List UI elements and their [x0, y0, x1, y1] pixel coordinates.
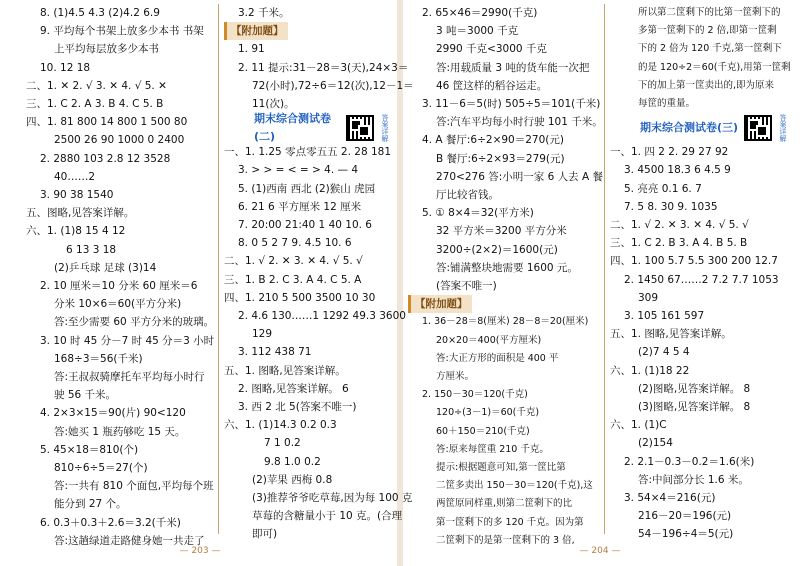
column-1	[26, 4, 216, 550]
answer-line: 五、1. 图略,见答案详解。	[610, 328, 732, 341]
answer-line: 六、1. (1)8 15 4 12	[26, 225, 126, 238]
answer-line: 8. 0 5 2 7 9. 4.5 10. 6	[238, 237, 352, 250]
answer-line: 答:用载质量 3 吨的货车能一次把	[436, 61, 590, 74]
column-divider	[604, 4, 605, 534]
column-4	[610, 4, 792, 544]
answer-line: 2990 千克<3000 千克	[436, 43, 547, 56]
answer-line: 3. 4500 18.3 6 4.5 9	[624, 164, 731, 177]
answer-line: 6 13 3 18	[66, 243, 117, 256]
qr-label: 答案详解	[779, 114, 787, 143]
answer-line: 4. 2×3×15＝90(片) 90<120	[40, 407, 186, 420]
section-heading: 【附加题】	[408, 295, 472, 313]
answer-line: 二筐多卖出 150－30＝120(千克),这	[436, 480, 593, 492]
answer-line: 20×20＝400(平方厘米)	[436, 334, 542, 346]
answer-line: 32 平方米＝3200 平方分米	[436, 225, 567, 238]
section-heading: 【附加题】	[224, 22, 288, 40]
banner-title: 期末综合测试卷(二)	[254, 112, 331, 144]
answer-line: 120÷(3－1)＝60(千克)	[436, 407, 540, 419]
answer-line: 3. 11－6＝5(时) 505÷5＝101(千米)	[422, 98, 601, 111]
answer-line: (3)推荐爷爷吃草莓,因为每 100 克	[252, 492, 413, 505]
answer-line: 即可)	[252, 528, 278, 541]
answer-line: 3.2 千米。	[238, 7, 290, 19]
answer-line: 6. 0.3＋0.3＋2.6＝3.2(千米)	[40, 516, 181, 529]
answer-line: 二筐剩下的是第一筐剩下的 3 倍,	[436, 534, 575, 546]
answer-line: 驶 56 千米。	[54, 389, 117, 402]
answer-line: 四、1. 81 800 14 800 1 500 80	[26, 116, 188, 129]
answer-line: 3. > > = < = > 4. — 4	[238, 164, 359, 177]
answer-line: 答:铺满整块地需要 1600 元。	[436, 261, 578, 274]
answer-line: 三、1. B 2. C 3. A 4. C 5. A	[224, 273, 362, 286]
answer-line: 二、1. ✕ 2. √ 3. ✕ 4. √ 5. ✕	[26, 79, 167, 92]
answer-line: 答:王叔叔骑摩托车平均每小时行	[54, 371, 205, 384]
answer-line: 2. 10 厘米＝10 分米 60 厘米＝6	[40, 280, 198, 293]
answer-line: 1. 91	[238, 43, 265, 56]
answer-line: 54－196÷4＝5(元)	[638, 528, 734, 541]
test-banner	[610, 115, 792, 141]
qr-code-icon	[744, 115, 772, 141]
answer-line: 72(小时),72÷6＝12(次),12－1＝	[252, 79, 414, 92]
answer-line: 5. ① 8×4＝32(平方米)	[422, 207, 534, 220]
page-number: — 203 —	[179, 546, 221, 556]
answer-line: 9. 平均每个书架上放多少本书 书架	[40, 25, 204, 38]
answer-line: 10. 12 18	[40, 61, 91, 74]
answer-line: 下的 2 倍为 120 千克,第一筐剩下	[638, 43, 782, 55]
answer-line: 60＋150＝210(千克)	[436, 425, 530, 437]
answer-line: 2. 2.1－0.3－0.2＝1.6(米)	[624, 455, 755, 468]
answer-line: 4. A 餐厅:6÷2×90＝270(元)	[422, 134, 564, 147]
answer-line: 216－20＝196(元)	[638, 510, 732, 523]
answer-line: 7. 5 8. 30 9. 1035	[624, 200, 718, 213]
answer-line: 六、1. (1)14.3 0.2 0.3	[224, 419, 337, 432]
answer-line: 5. 45×18＝810(个)	[40, 443, 139, 456]
answer-line: (2)乒乓球 足球 (3)14	[54, 261, 157, 274]
answer-line: 答:这趟绿道走路健身她一共走了	[54, 534, 205, 547]
answer-line: 方厘米。	[436, 371, 475, 383]
answer-line: 答:原来每筐重 210 千克。	[436, 443, 549, 455]
qr-code-icon	[346, 115, 374, 141]
answer-line: 两筐原同样重,则第二筐剩下的比	[436, 498, 573, 510]
answer-line: 11(次)。	[252, 98, 295, 111]
answer-line: 9.8 1.0 0.2	[264, 455, 321, 468]
answer-line: 3. 10 时 45 分－7 时 45 分＝3 小时	[40, 334, 215, 347]
answer-line: 草莓的含糖量小于 10 克。(合理	[252, 510, 403, 523]
answer-line: (答案不唯一)	[436, 280, 497, 293]
answer-line: 3. 90 38 1540	[40, 189, 114, 202]
answer-line: 2. 65×46＝2990(千克)	[422, 7, 538, 19]
answer-line: 二、1. √ 2. ✕ 3. ✕ 4. √ 5. √	[224, 255, 363, 268]
answer-line: 3. 西 2 北 5(答案不唯一)	[238, 401, 357, 414]
column-2	[224, 4, 414, 544]
column-divider	[218, 4, 219, 534]
answer-line: 5. 亮亮 0.1 6. 7	[624, 182, 702, 195]
answer-line: 309	[638, 291, 659, 304]
answer-line: 上平均每层放多少本书	[54, 43, 159, 56]
answer-line: (2)7 4 5 4	[638, 346, 690, 359]
answer-line: 答:大正方形的面积是 400 平	[436, 352, 559, 364]
answer-line: 五、1. 图略,见答案详解。	[224, 364, 346, 377]
answer-line: 三、1. C 2. A 3. B 4. C 5. B	[26, 98, 164, 111]
answer-line: 二、1. √ 2. ✕ 3. ✕ 4. √ 5. √	[610, 219, 749, 232]
answer-line: 6. 21 6 平方厘米 12 厘米	[238, 200, 362, 213]
answer-line: 五、图略,见答案详解。	[26, 207, 135, 220]
answer-line: 答:一共有 810 个面包,平均每个班	[54, 480, 214, 493]
answer-line: 5. (1)西南 西北 (2)猴山 虎园	[238, 182, 376, 195]
answer-line: 答:她买 1 瓶药够吃 15 天。	[54, 425, 186, 438]
answer-line: 40……2	[54, 170, 96, 183]
answer-line: (3)图略,见答案详解。 8	[638, 401, 751, 414]
answer-line: B 餐厅:6÷2×93＝279(元)	[436, 152, 565, 165]
answer-line: 270<276 答:小明一家 6 人去 A 餐	[436, 170, 603, 183]
answer-line: 8. (1)4.5 4.3 (2)4.2 6.9	[40, 7, 160, 19]
answer-line: 的是 120÷2＝60(千克),用第一筐剩	[638, 61, 791, 73]
answer-line: 7 1 0.2	[264, 437, 301, 450]
answer-line: 2500 26 90 1000 0 2400	[54, 134, 185, 147]
answer-line: 每筐的重量。	[638, 98, 696, 110]
answer-line: 46 筐这样的稻谷运走。	[436, 79, 548, 92]
answer-line: 所以第二筐剩下的比第一筐剩下的	[638, 7, 781, 18]
answer-line: 下的加上第一筐卖出的,即为原来	[638, 79, 775, 91]
answer-line: 能分到 27 个。	[54, 498, 127, 511]
answer-line: 3. 54×4＝216(元)	[624, 492, 716, 505]
test-banner	[224, 112, 394, 144]
page-right	[400, 0, 800, 566]
answer-line: 2. 4.6 130……1 1292 49.3 3600	[238, 310, 406, 323]
answer-line: 六、1. (1)18 22	[610, 364, 690, 377]
answer-line: 3. 112 438 71	[238, 346, 312, 359]
answer-line: 六、1. (1)C	[610, 419, 667, 432]
answer-line: 2. 图略,见答案详解。 6	[238, 382, 349, 395]
answer-line: 厅比较省钱。	[436, 189, 499, 202]
answer-line: (2)苹果 西梅 0.8	[252, 473, 333, 486]
answer-line: 四、1. 100 5.7 5.5 300 200 12.7	[610, 255, 778, 268]
answer-line: 第一筐剩下的多 120 千克。因为第	[436, 516, 584, 528]
answer-line: 1. 36－28＝8(厘米) 28－8＝20(厘米)	[422, 316, 589, 328]
answer-line: 2. 2880 103 2.8 12 3528	[40, 152, 171, 165]
answer-line: 168÷3＝56(千米)	[54, 352, 143, 365]
answer-line: 一、1. 1.25 零点零五五 2. 28 181	[224, 146, 392, 159]
answer-line: 三、1. C 2. B 3. A 4. B 5. B	[610, 237, 748, 250]
banner-title: 期末综合测试卷(三)	[640, 121, 739, 135]
answer-line: 2. 150－30＝120(千克)	[422, 389, 528, 401]
answer-line: 3 吨＝3000 千克	[436, 25, 519, 38]
answer-line: (2)154	[638, 437, 673, 450]
answer-line: 多第一筐剩下的 2 倍,即第一筐剩	[638, 25, 777, 37]
qr-label: 答案详解	[381, 114, 389, 143]
answer-line: 分米 10×6＝60(平方分米)	[54, 298, 182, 311]
answer-line: 810÷6÷5＝27(个)	[54, 462, 148, 475]
answer-line: 提示:根据题意可知,第一筐比第	[436, 462, 566, 474]
answer-line: 答:汽车平均每小时行驶 101 千米。	[436, 116, 603, 129]
answer-line: 答:中间部分长 1.6 米。	[638, 473, 749, 486]
answer-line: 3200÷(2×2)＝1600(元)	[436, 243, 558, 256]
answer-line: 2. 1450 67……2 7.2 7.7 1053	[624, 273, 779, 286]
answer-line: 129	[252, 328, 273, 341]
answer-line: 四、1. 210 5 500 3500 10 30	[224, 291, 376, 304]
answer-line: 一、1. 四 2 2. 29 27 92	[610, 146, 729, 159]
answer-line: 7. 20:00 21:40 1 40 10. 6	[238, 219, 372, 232]
column-3	[408, 4, 603, 550]
page-number: — 204 —	[579, 546, 621, 556]
answer-line: 答:至少需要 60 平方分米的玻璃。	[54, 316, 215, 329]
answer-line: (2)图略,见答案详解。 8	[638, 382, 751, 395]
answer-line: 2. 11 提示:31－28＝3(天),24×3＝	[238, 61, 409, 74]
answer-line: 3. 105 161 597	[624, 310, 705, 323]
